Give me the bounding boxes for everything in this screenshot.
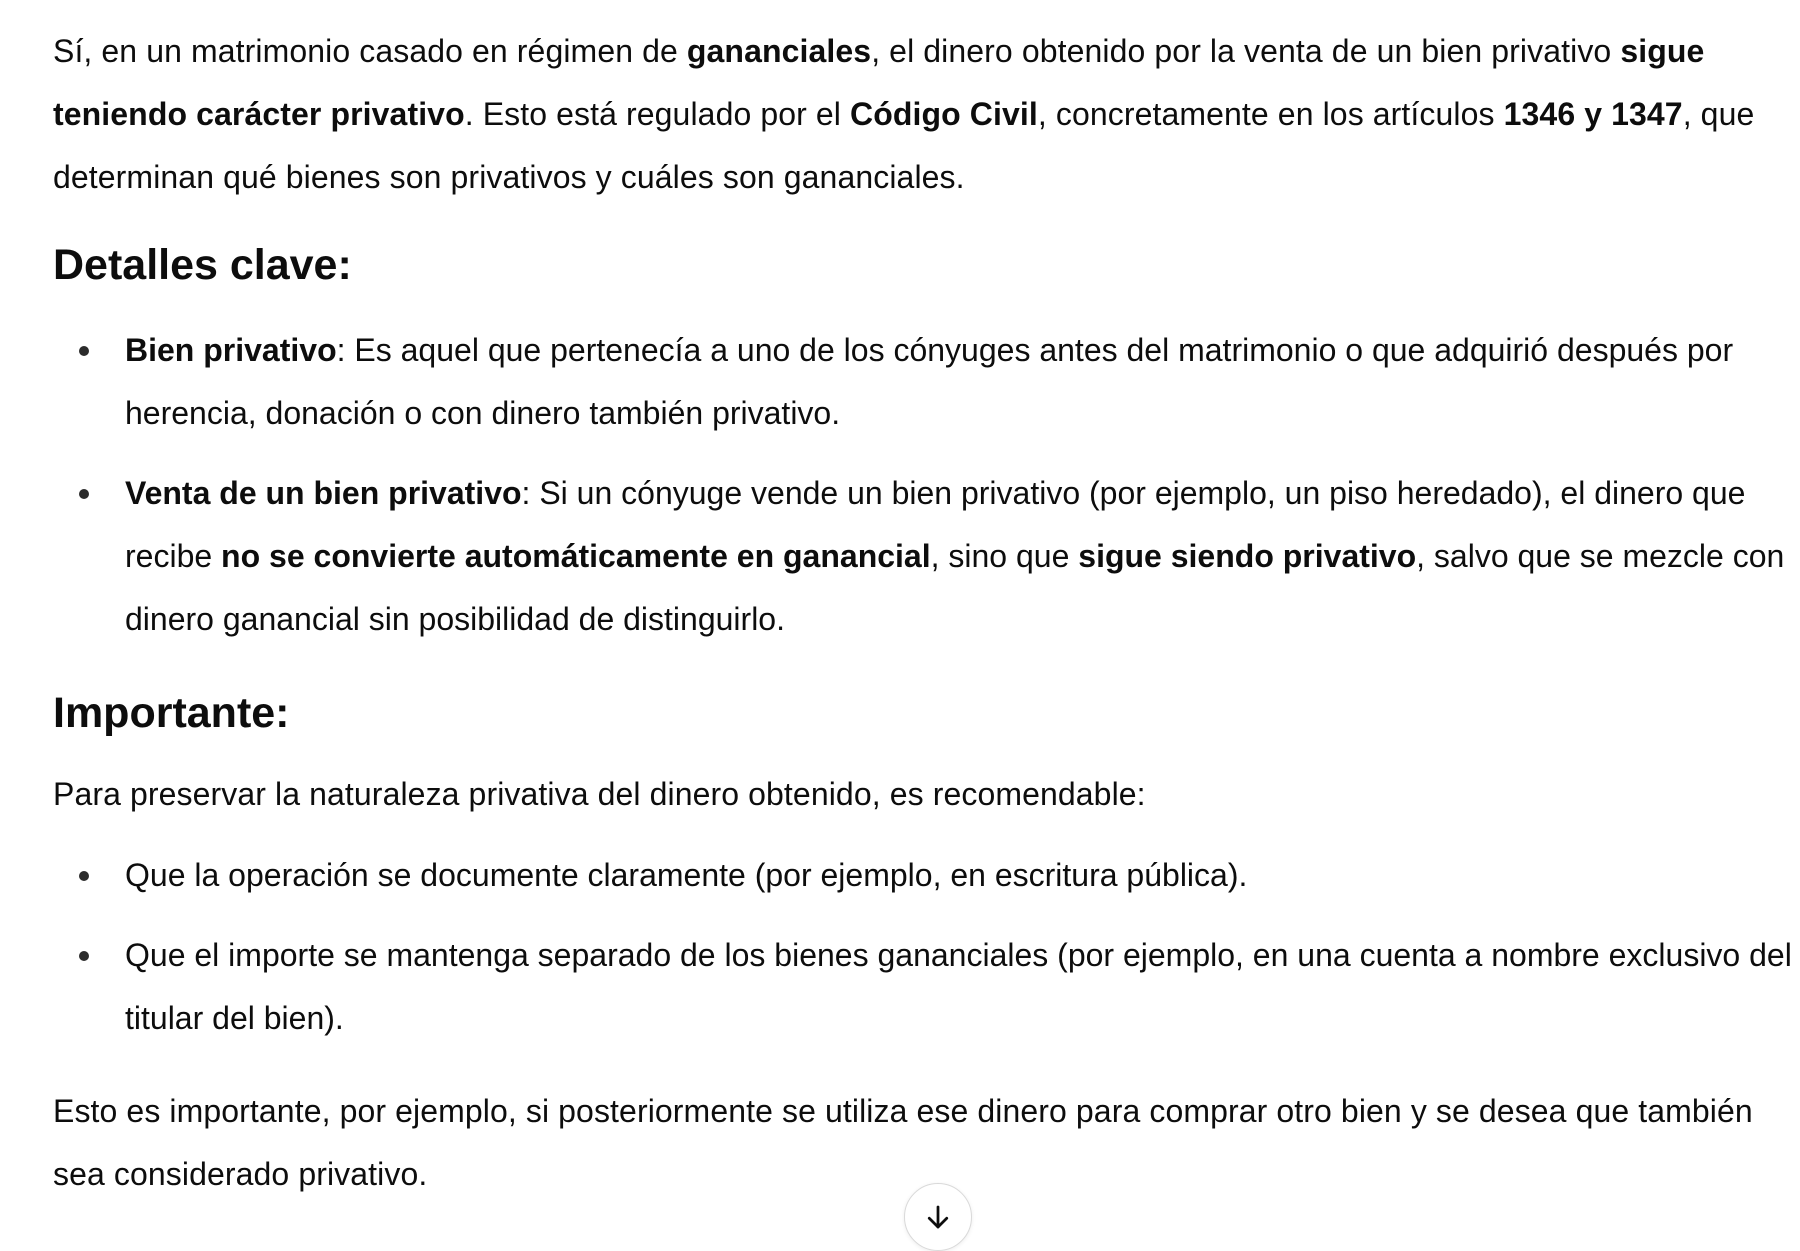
list-item [53, 462, 1793, 651]
intro-bold-caracter-privativo: sigue teniendo carácter privativo [53, 33, 1705, 132]
item-text: , sino que [930, 538, 1079, 574]
bullet-icon [79, 871, 89, 881]
list-item [53, 319, 1793, 445]
arrow-down-icon [923, 1202, 953, 1232]
item-bold-label: Venta de un bien privativo [125, 475, 522, 511]
list-item [53, 844, 1793, 907]
intro-bold-codigo-civil: Código Civil [850, 96, 1038, 132]
item-text: Que el importe se mantenga separado de los bienes gananciales (por ejemplo, en una cuenta a nombre exclusivo del titular del bien). [125, 937, 1792, 1036]
intro-text-2: , el dinero obtenido por la venta de un bien privativo [871, 33, 1621, 69]
item-text: , salvo que se mezcle con dinero ganancial sin posibilidad de distinguirlo. [125, 538, 1785, 637]
important-list [53, 844, 1793, 1050]
item-text: Que la operación se documente claramente (por ejemplo, en escritura pública). [125, 857, 1248, 893]
intro-bold-gananciales: gananciales [686, 33, 872, 69]
item-bold-label: Bien privativo [125, 332, 337, 368]
item-bold-phrase: sigue siendo privativo [1078, 538, 1417, 574]
item-text: : Es aquel que pertenecía a uno de los cónyuges antes del matrimonio o que adquirió después por herencia, donación o con dinero también privativo. [125, 332, 1734, 431]
intro-paragraph [53, 20, 1793, 209]
item-bold-phrase: no se convierte automáticamente en ganancial [221, 538, 931, 574]
intro-bold-articulos: 1346 y 1347 [1503, 96, 1683, 132]
details-list [53, 319, 1793, 651]
intro-text-4: , concretamente en los artículos [1037, 96, 1504, 132]
bullet-icon [79, 951, 89, 961]
intro-text-5: , que determinan qué bienes son privativos y cuáles son gananciales. [53, 96, 1755, 195]
closing-paragraph: Esto es importante, por ejemplo, si posteriormente se utiliza ese dinero para comprar otro bien y se desea que también sea considerado privativo. [53, 1093, 1753, 1192]
intro-text-1: Sí, en un matrimonio casado en régimen de [53, 33, 687, 69]
important-intro-paragraph: Para preservar la naturaleza privativa del dinero obtenido, es recomendable: [53, 776, 1146, 812]
intro-text-3: . Esto está regulado por el [464, 96, 850, 132]
bullet-icon [79, 346, 89, 356]
chat-message [53, 20, 1793, 1206]
heading-detalles-clave: Detalles clave: [53, 241, 352, 289]
scroll-to-bottom-button[interactable] [904, 1183, 972, 1251]
item-text: : Si un cónyuge vende un bien privativo (por ejemplo, un piso heredado), el dinero que recibe [125, 475, 1746, 574]
heading-importante: Importante: [53, 689, 290, 737]
bullet-icon [79, 489, 89, 499]
list-item [53, 924, 1793, 1050]
